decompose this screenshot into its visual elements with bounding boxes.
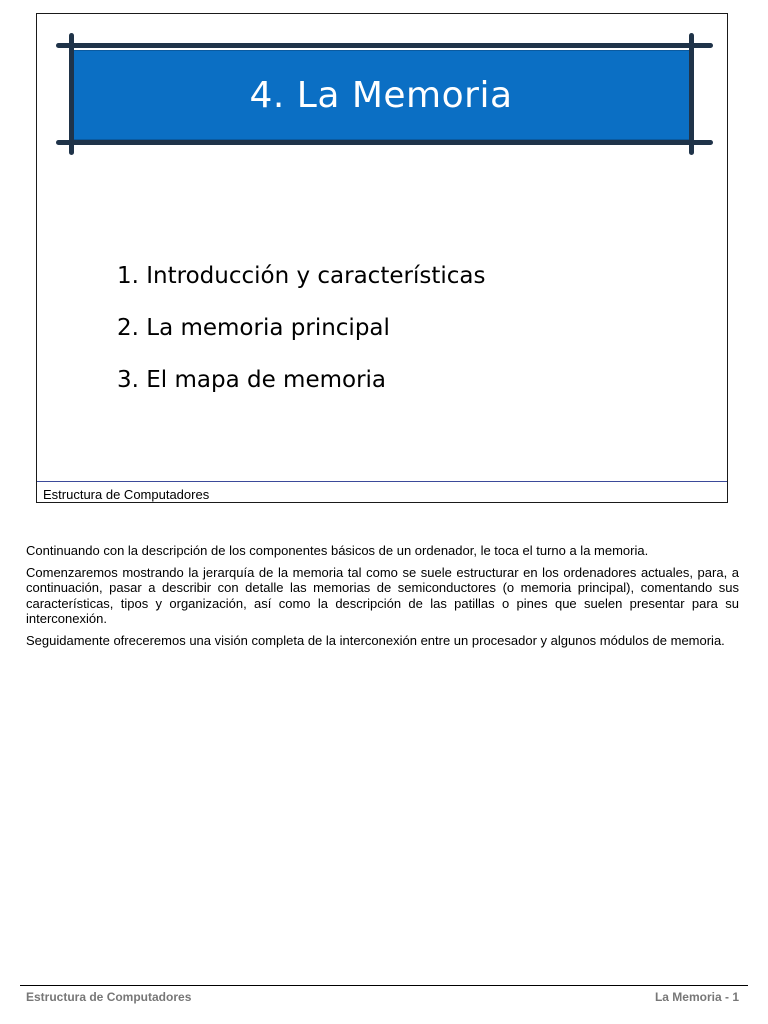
right-frame-bar (689, 33, 694, 155)
slide-footer-divider (37, 481, 727, 482)
slide-title: 4. La Memoria (249, 74, 513, 116)
top-frame-bar (56, 43, 713, 48)
slide-item: 2. La memoria principal (117, 315, 390, 341)
slide-frame (36, 13, 728, 503)
paragraph: Comenzaremos mostrando la jerarquía de la memoria tal como se suele estructurar en los ordenadores actuales, para, a continuación, pasar a describir con detalle las memorias de semiconductores (o memoria principal), comentando sus características, tipos y organización, así como la descripción de las patillas o pines que suelen presentar para su interconexión. (26, 564, 739, 626)
bottom-frame-bar (56, 140, 713, 145)
body-text (26, 543, 739, 654)
slide-item: 3. El mapa de memoria (117, 367, 387, 393)
title-banner (56, 33, 713, 155)
left-frame-bar (69, 33, 74, 155)
slide-item-list (117, 250, 485, 406)
page-footer-divider (20, 985, 748, 986)
slide-footer: Estructura de Computadores (43, 487, 210, 502)
title-box (70, 50, 692, 140)
paragraph: Continuando con la descripción de los componentes básicos de un ordenador, le toca el turno a la memoria. (26, 543, 649, 558)
page-footer-page-label: La Memoria - 1 (654, 990, 739, 1004)
paragraph: Seguidamente ofreceremos una visión completa de la interconexión entre un procesador y algunos módulos de memoria. (26, 632, 725, 648)
page-footer-course: Estructura de Computadores (26, 990, 192, 1004)
slide-item: 1. Introducción y características (117, 263, 486, 289)
